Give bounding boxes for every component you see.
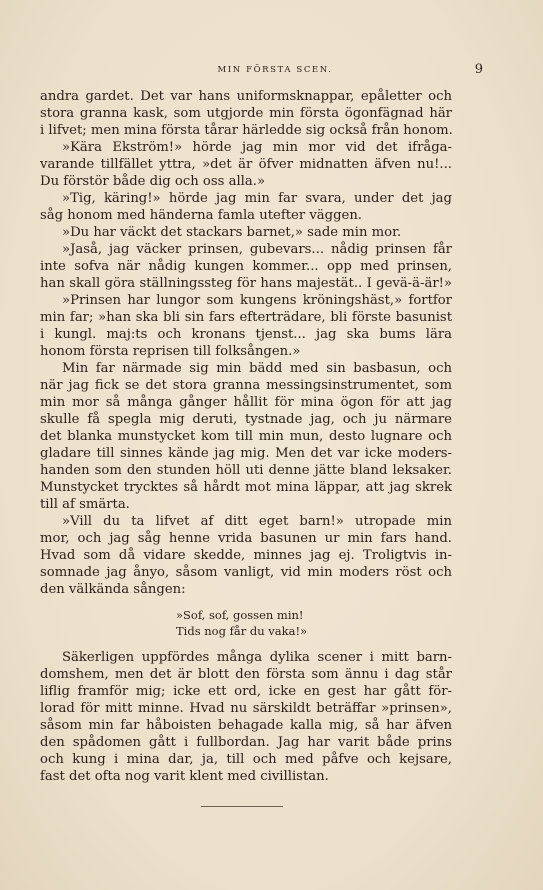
text-line: varande tillfället yttra, »det är öfver midnatten äfven nu!... — [40, 157, 452, 172]
verse-line: Tids nog får du vaka!» — [176, 624, 308, 638]
text-line: »Kära Ekström!» hörde jag min mor vid det ifråga- — [62, 140, 452, 155]
text-line: Min far närmade sig min bädd med sin basbasun, och — [62, 361, 452, 376]
body-text — [40, 88, 452, 785]
text-line: honom första reprisen till folksången.» — [40, 344, 301, 359]
paragraph-block-1 — [40, 88, 452, 598]
text-line: såg honom med händerna famla utefter väggen. — [40, 208, 362, 223]
text-line: i lifvet; men mina första tårar härledde sig också från honom. — [40, 123, 453, 138]
text-line: Hvad som då vidare skedde, minnes jag ej. Troligtvis in- — [40, 548, 452, 563]
paragraph-block-2 — [40, 649, 452, 785]
text-line: mor, och jag såg henne vrida basunen ur min fars hand. — [40, 531, 452, 546]
text-line: »Du har väckt det stackars barnet,» sade min mor. — [62, 225, 402, 240]
text-line: »Prinsen har lungor som kungens kröningshäst,» fortfor — [62, 293, 452, 308]
text-line: Munstycket trycktes så hårdt mot mina läppar, att jag skrek — [40, 480, 452, 495]
text-line: fast det ofta nog varit klent med civillistan. — [40, 769, 329, 784]
end-rule — [201, 806, 283, 807]
text-line: handen som den stunden höll uti denne jätte bland leksaker. — [40, 463, 452, 478]
text-line: till af smärta. — [40, 497, 130, 512]
text-line: »Jaså, jag väcker prinsen, gubevars... nådig prinsen får — [62, 242, 452, 257]
text-line: »Tig, käring!» hörde jag min far svara, under det jag — [62, 191, 452, 206]
text-line: domshem, men det är blott den första som ännu i dag står — [40, 667, 452, 682]
text-line: Du förstör både dig och oss alla.» — [40, 174, 266, 189]
verse-line: »Sof, sof, gossen min! — [176, 608, 304, 622]
text-line: och kung i mina dar, ja, till och med påfve och kejsare, — [40, 752, 452, 767]
text-line: somnade jag ånyo, såsom vanligt, vid min moders röst och — [40, 565, 452, 580]
text-line: den välkända sången: — [40, 582, 186, 597]
text-line: Säkerligen uppfördes många dylika scener i mitt barn- — [62, 650, 452, 665]
text-line: i kungl. maj:ts och kronans tjenst... jag ska bums lära — [40, 327, 452, 342]
text-line: »Vill du ta lifvet af ditt eget barn!» utropade min — [62, 514, 452, 529]
text-line: såsom min far håboisten behagade kalla mig, så har äfven — [40, 718, 452, 733]
running-head: MIN FÖRSTA SCEN. — [217, 65, 333, 75]
text-line: min far; »han ska bli sin fars efterträdare, bli förste basunist — [40, 310, 452, 325]
page-number: 9 — [474, 62, 483, 77]
verse-quote — [40, 607, 452, 639]
page-header — [40, 62, 510, 78]
text-line: min mor så många gånger hållit för mina ögon för att jag — [40, 395, 452, 410]
text-line: han skall göra ställningssteg för hans majestät.. I gevä-ä-är!» — [40, 276, 452, 291]
text-line: den spådomen gått i fullbordan. Jag har varit både prins — [40, 735, 452, 750]
text-line: gladare till sinnes kände jag mig. Men det var icke moders- — [40, 446, 452, 461]
text-line: när jag fick se det stora granna messingsinstrumentet, som — [40, 378, 452, 393]
text-line: det blanka munstycket kom till min mun, desto lugnare och — [40, 429, 452, 444]
text-line: skulle få spegla mig deruti, tystnade jag, och ju närmare — [40, 412, 452, 427]
text-line: lorad för mitt minne. Hvad nu särskildt beträffar »prinsen», — [40, 701, 452, 716]
text-line: liflig framför mig; icke ett ord, icke en gest har gått för- — [40, 684, 452, 699]
text-line: stora granna kask, som utgjorde min första ögonfägnad här — [40, 106, 452, 121]
text-line: andra gardet. Det var hans uniformsknappar, epåletter och — [40, 89, 452, 104]
text-line: inte sofva när nådig kungen kommer... opp med prinsen, — [40, 259, 452, 274]
